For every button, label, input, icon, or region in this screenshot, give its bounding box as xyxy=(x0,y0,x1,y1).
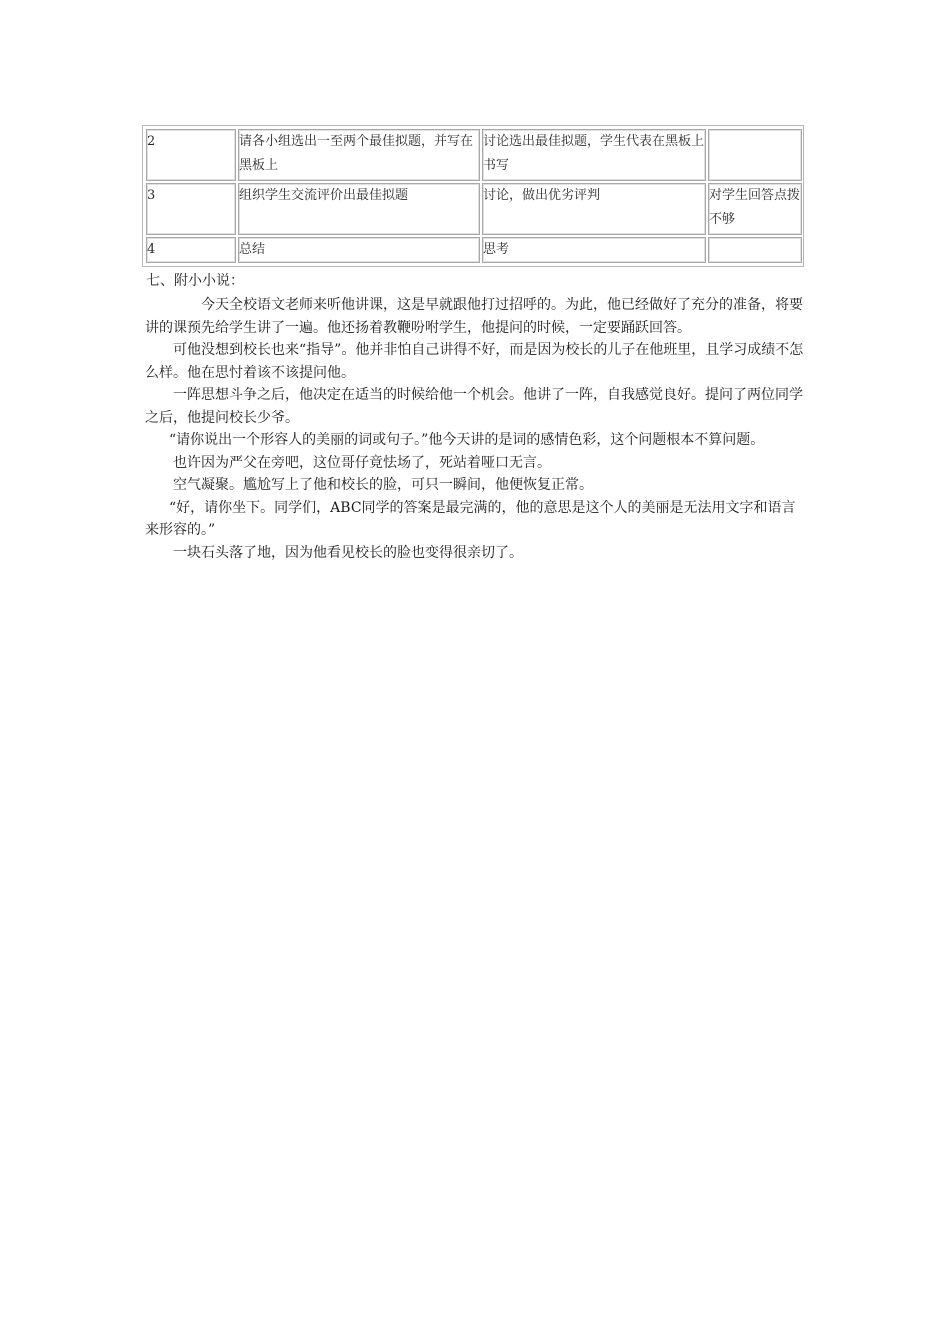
student-activity-cell: 讨论选出最佳拟题，学生代表在黑板上书写 xyxy=(482,129,706,181)
story-paragraph: 可他没想到校长也来“指导”。他并非怕自己讲得不好，而是因为校长的儿子在他班里，且学习成绩不怎么样。他在思忖着该不该提问他。 xyxy=(145,342,804,381)
step-number-cell: 2 xyxy=(146,129,236,181)
teacher-activity-cell: 请各小组选出一至两个最佳拟题，并写在黑板上 xyxy=(238,129,480,181)
story-paragraph: 一阵思想斗争之后，他决定在适当的时候给他一个机会。他讲了一阵，自我感觉良好。提问了两位同学之后，他提问校长少爷。 xyxy=(145,387,803,426)
story-paragraph: “好，请你坐下。同学们，ABC同学的答案是最完满的，他的意思是这个人的美丽是无法用文字和语言来形容的。” xyxy=(145,499,796,538)
story-paragraph: “请你说出一个形容人的美丽的词或句子。”他今天讲的是词的感情色彩，这个问题根本不算问题。 xyxy=(169,432,765,448)
reflection-note-cell: 对学生回答点拨不够 xyxy=(708,183,802,235)
table-row xyxy=(146,183,802,235)
story-paragraph: 今天全校语文老师来听他讲课，这是早就跟他打过招呼的。为此，他已经做好了充分的准备，将要讲的课预先给学生讲了一遍。他还扬着教鞭吩咐学生，他提问的时候，一定要踊跃回答。 xyxy=(145,297,803,336)
step-number-cell: 3 xyxy=(146,183,236,235)
story-paragraph: 一块石头落了地，因为他看见校长的脸也变得很亲切了。 xyxy=(173,544,523,561)
table-row xyxy=(146,237,802,263)
short-story-body xyxy=(145,294,809,564)
teacher-activity-cell: 总结 xyxy=(238,237,480,263)
lesson-plan-table xyxy=(142,125,804,267)
reflection-note-cell xyxy=(708,129,802,181)
step-number-cell: 4 xyxy=(146,237,236,263)
teacher-activity-cell: 组织学生交流评价出最佳拟题 xyxy=(238,183,480,235)
story-paragraph: 也许因为严父在旁吧，这位哥仔竟怯场了，死站着哑口无言。 xyxy=(173,454,551,471)
table-row xyxy=(146,129,802,181)
story-paragraph: 空气凝聚。尴尬写上了他和校长的脸，可只一瞬间，他便恢复正常。 xyxy=(173,477,593,493)
student-activity-cell: 思考 xyxy=(482,237,706,263)
student-activity-cell: 讨论，做出优劣评判 xyxy=(482,183,706,235)
section-heading: 七、附小小说： xyxy=(146,273,244,289)
lesson-plan-grid xyxy=(144,127,804,265)
reflection-note-cell xyxy=(708,237,802,263)
